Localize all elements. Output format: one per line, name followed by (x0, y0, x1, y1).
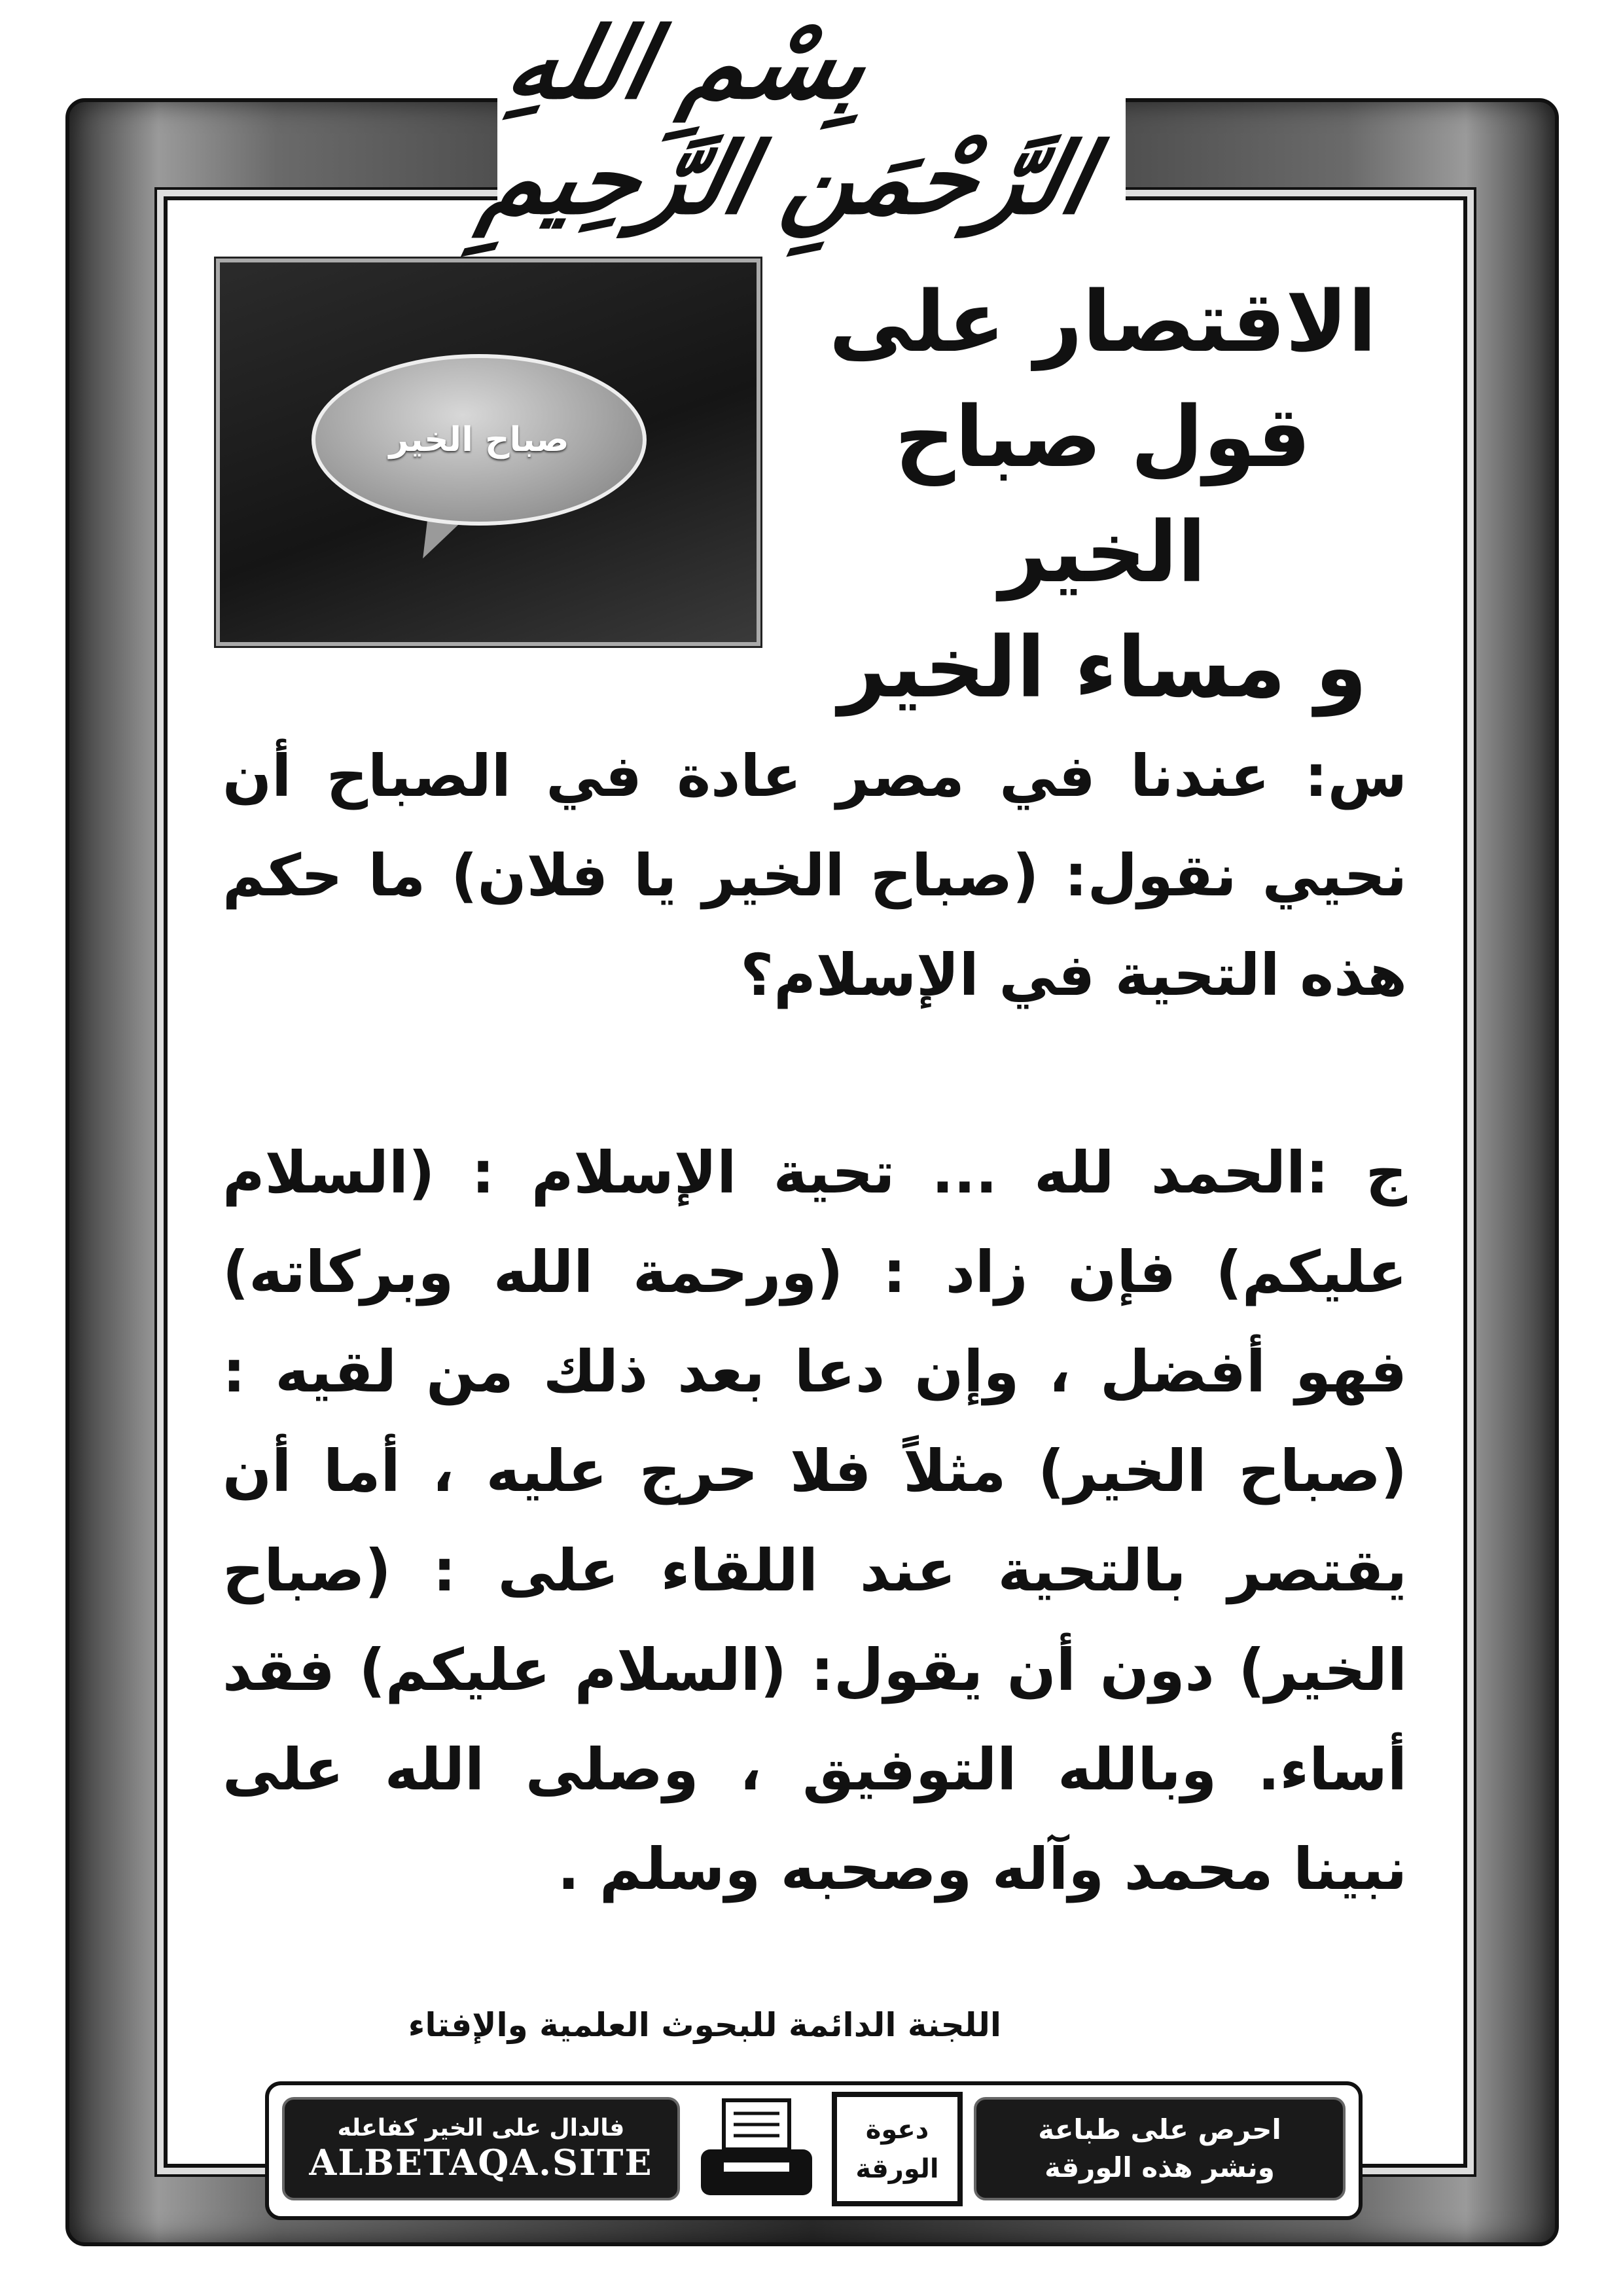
article-body (223, 726, 1407, 1919)
footer-site-link[interactable]: ALBETAQA.SITE (309, 2141, 653, 2183)
title-line-1: الاقتصار على (829, 274, 1377, 371)
dawah-logo (832, 2092, 963, 2206)
footer-print-line-2: ونشر هذه الورقة (1044, 2151, 1275, 2183)
question-paragraph: س: عندنا في مصر عادة في الصباح أن نحيي نقول: (صباح الخير يا فلان) ما حكم هذه التحية في الإسلام؟ (223, 742, 1407, 1009)
printer-icon (694, 2097, 819, 2202)
speech-bubble (312, 354, 647, 526)
speech-bubble-image (216, 259, 760, 646)
footer-print-box (974, 2097, 1346, 2200)
answer-paragraph: ج :الحمد لله ... تحية الإسلام : (السلام عليكم) فإن زاد : (ورحمة الله وبركاته) فهو أفضل ، وإن دعا بعد ذلك من لقيه : (صباح الخير) مثلاً فلا حرج عليه ، أما أن يقتصر بالتحية عند اللقاء على : (صباح الخير) دون أن يقول: (السلام عليكم) فقد أساء. وبالله التوفيق ، وصلى الله على نبينا محمد وآله وصحبه وسلم . (223, 1139, 1407, 1903)
footer-site-box (282, 2097, 680, 2200)
page-title (779, 265, 1427, 726)
title-line-2: قول صباح الخير (895, 389, 1311, 601)
bismillah-text: بِسْمِ اللهِ الرَّحْمَنِ الرَّحِيمِ (473, 6, 1102, 236)
footer-motto: فالدال على الخير كفاعله (337, 2114, 625, 2142)
footer-banner (265, 2081, 1363, 2220)
speech-bubble-text: صباح الخير (389, 420, 569, 459)
footer-print-line-1: احرص على طباعة (1038, 2113, 1281, 2145)
logo-line-1: دعوة (865, 2114, 929, 2145)
bismillah-calligraphy (473, 6, 1126, 236)
logo-line-2: الورقة (855, 2153, 939, 2184)
fatwa-source: اللجنة الدائمة للبحوث العلمية والإفتاء (408, 2006, 1001, 2044)
title-line-3: و مساء الخير (838, 619, 1367, 717)
